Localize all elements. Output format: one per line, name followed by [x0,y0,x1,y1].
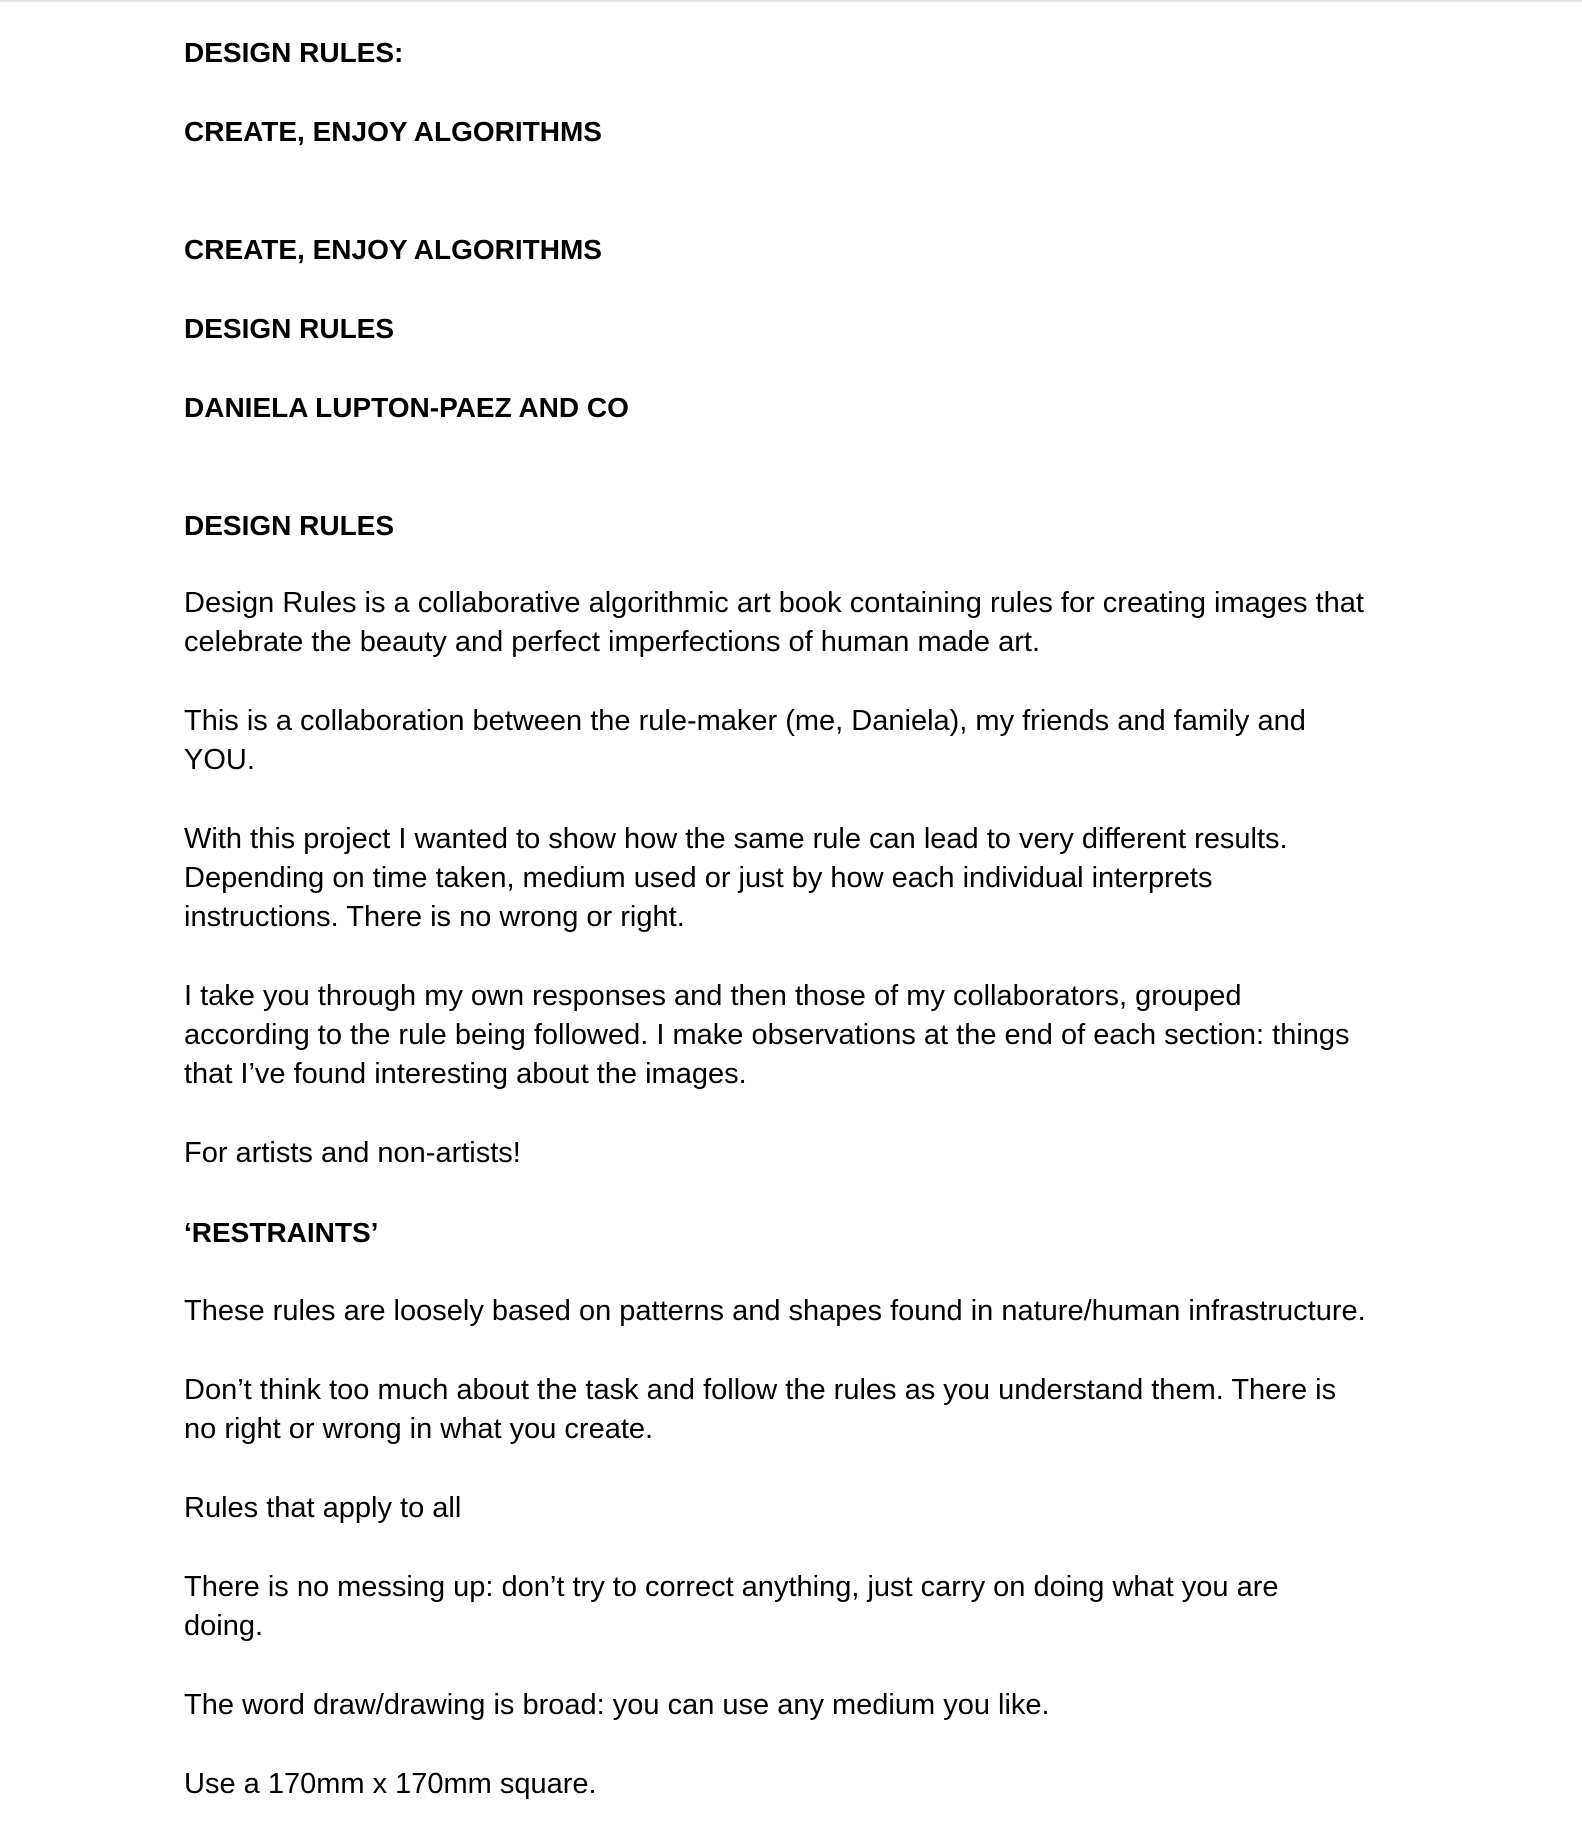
heading-design-rules-colon: DESIGN RULES: [184,37,404,68]
intro-paragraph-line: according to the rule being followed. I make observations at the end of each section: things [184,1019,1350,1051]
page-top-border [0,0,1582,2]
intro-paragraph-line: Design Rules is a collaborative algorithmic art book containing rules for creating images that [184,587,1364,619]
intro-paragraph-line: that I’ve found interesting about the images. [184,1058,747,1090]
intro-paragraph-line: Depending on time taken, medium used or just by how each individual interprets [184,862,1213,894]
intro-paragraph-line: I take you through my own responses and then those of my collaborators, grouped [184,980,1242,1012]
restraints-paragraph-line: Don’t think too much about the task and follow the rules as you understand them. There is [184,1374,1337,1406]
intro-paragraph-line: celebrate the beauty and perfect imperfections of human made art. [184,626,1040,658]
intro-paragraph-line: instructions. There is no wrong or right. [184,901,685,933]
heading-create-enjoy-algorithms-2: CREATE, ENJOY ALGORITHMS [184,234,602,265]
heading-design-rules-section: DESIGN RULES [184,510,395,541]
restraints-paragraph-line: doing. [184,1610,264,1642]
restraints-paragraph-line: no right or wrong in what you create. [184,1413,654,1445]
restraints-paragraph-line: There is no messing up: don’t try to correct anything, just carry on doing what you are [184,1571,1279,1603]
intro-paragraph-line: For artists and non-artists! [184,1137,521,1169]
heading-restraints: ‘RESTRAINTS’ [184,1217,379,1248]
intro-paragraph-line: With this project I wanted to show how the same rule can lead to very different results. [184,823,1288,855]
heading-design-rules: DESIGN RULES [184,313,395,344]
restraints-paragraph-line: The word draw/drawing is broad: you can use any medium you like. [184,1689,1050,1721]
restraints-paragraph-line: Use a 170mm x 170mm square. [184,1768,597,1800]
restraints-paragraph-line: These rules are loosely based on patterns and shapes found in nature/human infrastructure. [184,1295,1366,1327]
heading-create-enjoy-algorithms: CREATE, ENJOY ALGORITHMS [184,116,602,147]
restraints-paragraph-line: Rules that apply to all [184,1492,462,1524]
intro-paragraph-line: YOU. [184,744,255,776]
intro-paragraph-line: This is a collaboration between the rule-maker (me, Daniela), my friends and family and [184,705,1306,737]
heading-author: DANIELA LUPTON-PAEZ AND CO [184,392,629,423]
